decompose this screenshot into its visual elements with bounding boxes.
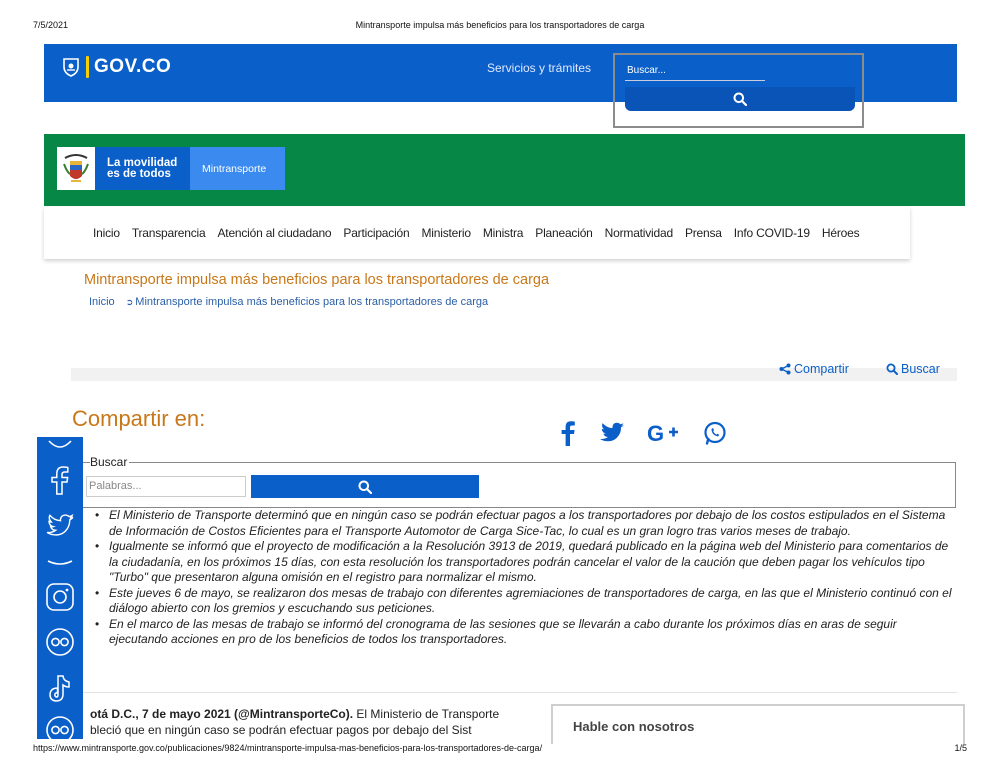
chevron-circle-right-icon: ➲: [125, 297, 134, 307]
tiktok-icon[interactable]: [45, 673, 75, 703]
brand-band: [44, 134, 965, 206]
list-item: • Igualmente se informó que el proyecto de modificación a la Resolución 3913 de 2019, quedará publicado en la página web del Ministerio para comentarios de la ciudadanía, en los próximos 15 días, con esta resolución los transportadores podrán cancelar el valor de la caución que deben pagar los vehículos tipo "Turbo" que presentaron alguna omisión en el registro para normalizar el mismo.: [94, 539, 954, 586]
nav-item-heroes[interactable]: Héroes: [821, 226, 860, 240]
brand-entity: Mintransporte: [190, 147, 285, 190]
govco-search-button[interactable]: [625, 87, 855, 111]
print-date: 7/5/2021: [33, 20, 69, 30]
divider: [71, 692, 957, 693]
print-title: Mintransporte impulsa más beneficios para los transportadores de carga: [355, 20, 645, 30]
chat-widget[interactable]: [551, 704, 965, 744]
flickr-icon[interactable]: [45, 627, 75, 657]
nav-item-inicio[interactable]: Inicio: [93, 226, 120, 240]
govco-logo[interactable]: [62, 56, 171, 78]
article-body: [90, 707, 560, 738]
print-url: https://www.mintransporte.gov.co/publicaciones/9824/mintransporte-impulsa-mas-beneficios-para-los-transportadores-de-carga/: [33, 743, 543, 753]
coat-of-arms-icon: [57, 147, 95, 190]
nav-item-transparencia[interactable]: Transparencia: [131, 226, 206, 240]
share-heading: Compartir en:: [72, 406, 206, 431]
print-page-number: 1/5: [954, 743, 967, 753]
breadcrumb: [89, 296, 488, 308]
breadcrumb-home[interactable]: Inicio: [89, 296, 115, 308]
search-submit-button[interactable]: [251, 475, 479, 498]
share-toggle[interactable]: [779, 362, 849, 376]
article-dateline: otá D.C., 7 de mayo 2021 (@MintransporteCo).: [90, 707, 354, 721]
search-icon: [733, 92, 747, 106]
social-rail: [37, 437, 83, 739]
govco-search-input[interactable]: Buscar...: [625, 61, 765, 81]
nav-item-normatividad[interactable]: Normatividad: [604, 226, 673, 240]
flickr-icon[interactable]: [45, 715, 75, 739]
page-title: Mintransporte impulsa más beneficios para los transportadores de carga: [84, 272, 550, 288]
search-icon: [358, 480, 372, 494]
nav-item-ministerio[interactable]: Ministerio: [421, 226, 471, 240]
twitter-icon[interactable]: [599, 422, 625, 444]
youtube-icon[interactable]: [45, 549, 75, 579]
facebook-icon[interactable]: [559, 420, 577, 446]
govco-search-box: [613, 53, 864, 128]
search-input[interactable]: Palabras...: [86, 476, 246, 497]
whatsapp-icon[interactable]: [703, 421, 727, 445]
services-link[interactable]: Servicios y trámites: [487, 61, 592, 75]
share-label: Compartir: [794, 362, 849, 376]
nav-item-atencion-al-ciudadano[interactable]: Atención al ciudadano: [217, 226, 332, 240]
highlights-list: [94, 508, 954, 648]
list-item: • El Ministerio de Transporte determinó que en ningún caso se podrán efectuar pagos a los transportadores por debajo de los costos estipulados en el Sistema de Información de Costos Eficientes para el Transporte Automotor de Carga Sice-Tac, lo cual es un gran logro tras varios meses de trabajo.: [94, 508, 954, 539]
chat-title: Hable con nosotros: [573, 719, 695, 734]
share-icon: [779, 363, 791, 375]
search-legend: Buscar: [90, 455, 128, 469]
twitter-icon[interactable]: [45, 511, 75, 541]
govco-logo-text: GOV.CO: [94, 56, 172, 77]
breadcrumb-current: Mintransporte impulsa más beneficios para los transportadores de carga: [135, 296, 489, 308]
brand-slogan: La movilidad es de todos: [107, 156, 178, 180]
list-item: • Este jueves 6 de mayo, se realizaron dos mesas de trabajo con diferentes agremiaciones de transportadores de carga, en las que el Ministerio continuó con el diálogo abierto con los gremios y escuchando sus peticiones.: [94, 586, 954, 617]
google-plus-icon[interactable]: [647, 422, 681, 444]
main-nav: [44, 207, 910, 259]
nav-item-planeacion[interactable]: Planeación: [535, 226, 593, 240]
partial-icon: [45, 437, 75, 453]
nav-item-prensa[interactable]: Prensa: [684, 226, 722, 240]
nav-item-participacion[interactable]: Participación: [343, 226, 410, 240]
instagram-icon[interactable]: [45, 582, 75, 612]
search-toggle[interactable]: [886, 362, 940, 376]
brand-logo[interactable]: [57, 147, 285, 190]
article-line-2: bleció que en ningún caso se podrán efectuar pagos por debajo del Sist: [90, 722, 472, 737]
share-icons: [559, 420, 727, 446]
govco-bar: [44, 44, 957, 102]
list-item: • En el marco de las mesas de trabajo se informó del cronograma de las sesiones que se llevarán a cabo durante los próximos días en aras de seguir ejecutando acciones en pro de los beneficios de todos los transportadores.: [94, 617, 954, 648]
nav-item-ministra[interactable]: Ministra: [482, 226, 524, 240]
search-icon: [886, 363, 898, 375]
colombia-shield-icon: [62, 57, 80, 77]
nav-item-info-covid-19[interactable]: Info COVID-19: [733, 226, 810, 240]
govco-separator: [86, 56, 89, 78]
article-line-1: El Ministerio de Transporte: [353, 707, 500, 721]
facebook-icon[interactable]: [45, 465, 75, 495]
search-label: Buscar: [901, 362, 940, 376]
svg-text:G: G: [647, 422, 665, 444]
